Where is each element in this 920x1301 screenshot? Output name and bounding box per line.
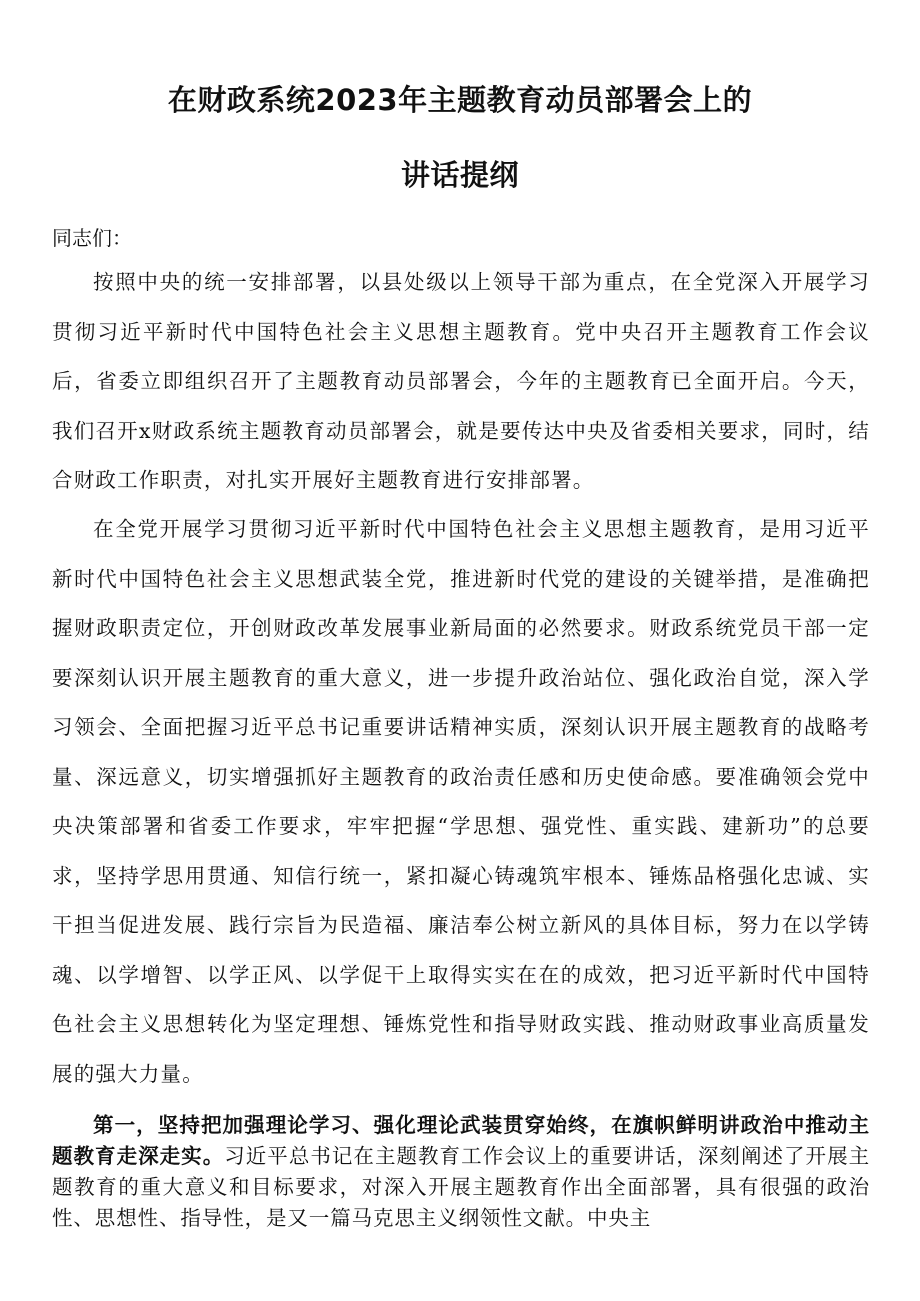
paragraph-1: 按照中央的统一安排部署，以县处级以上领导干部为重点，在全党深入开展学习贯彻习近平新时代中国特色社会主义思想主题教育。党中央召开主题教育工作会议后，省委立即组织召开了主题教育动员部署会，今年的主题教育已全面开启。今天，我们召开x财政系统主题教育动员部署会，就是要传达中央及省委相关要求，同时，结合财政工作职责，对扎实开展好主题教育进行安排部署。 xyxy=(52,270,870,492)
paragraph-3 xyxy=(52,1110,870,1234)
paragraph-2: 在全党开展学习贯彻习近平新时代中国特色社会主义思想主题教育，是用习近平新时代中国特色社会主义思想武装全党，推进新时代党的建设的关键举措，是准确把握财政职责定位，开创财政改革发展事业新局面的必然要求。财政系统党员干部一定要深刻认识开展主题教育的重大意义，进一步提升政治站位、强化政治自觉，深入学习领会、全面把握习近平总书记重要讲话精神实质，深刻认识开展主题教育的战略考量、深远意义，切实增强抓好主题教育的政治责任感和历史使命感。要准确领会党中央决策部署和省委工作要求，牢牢把握“学思想、强党性、重实践、建新功”的总要求，坚持学思用贯通、知信行统一，紧扣凝心铸魂筑牢根本、锤炼品格强化忠诚、实干担当促进发展、践行宗旨为民造福、廉洁奉公树立新风的具体目标，努力在以学铸魂、以学增智、以学正风、以学促干上取得实实在在的成效，把习近平新时代中国特色社会主义思想转化为坚定理想、锤炼党性和指导财政实践、推动财政事业高质量发展的强大力量。 xyxy=(52,517,870,1086)
document-title-line-1: 在财政系统2023年主题教育动员部署会上的 xyxy=(167,83,753,117)
paragraph-3-heading: 第一，坚持把加强理论学习、强化理论武装贯穿始终，在旗帜鲜明讲政治中推动主题教育走深走实。 xyxy=(52,1113,870,1168)
paragraph-3-body: 习近平总书记在主题教育工作会议上的重要讲话，深刻阐述了开展主题教育的重大意义和目标要求，对深入开展主题教育作出全面部署，具有很强的政治性、思想性、指导性，是又一篇马克思主义纲领性文献。中央主 xyxy=(52,1144,871,1230)
document-title-line-2: 讲话提纲 xyxy=(400,158,519,192)
salutation: 同志们： xyxy=(52,226,132,250)
